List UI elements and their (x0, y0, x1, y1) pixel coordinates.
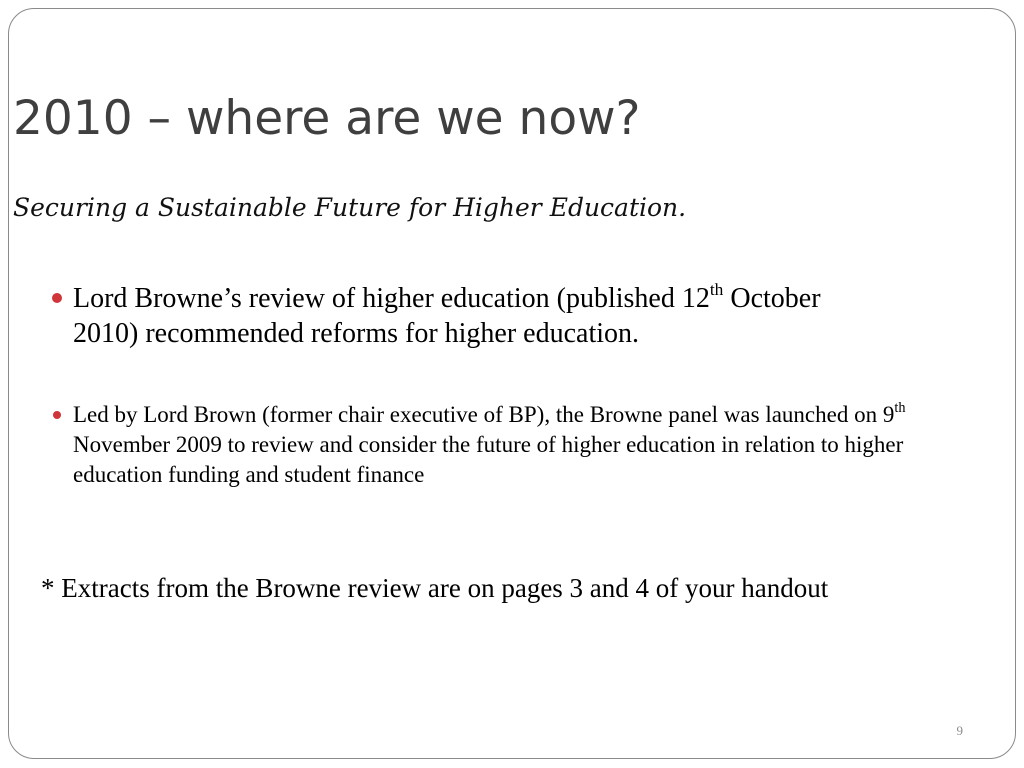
bullet-text-part: November 2009 to review and consider the future of higher education in relation to higher education funding and student finance (73, 432, 904, 487)
slide-subtitle: Securing a Sustainable Future for Higher Education. (13, 193, 687, 222)
slide-title: 2010 – where are we now? (13, 91, 641, 146)
ordinal-suffix: th (894, 400, 906, 417)
bullet-dot-icon (53, 411, 61, 419)
bullet-item-browne-panel (73, 400, 923, 490)
ordinal-suffix: th (709, 279, 724, 299)
bullet-text-part: October 2010) recommended reforms for higher education. (73, 283, 821, 349)
page-number: 9 (956, 723, 963, 738)
bullet-text-part: Lord Browne’s review of higher education (published 12 (73, 283, 710, 314)
handout-note: * Extracts from the Browne review are on pages 3 and 4 of your handout (41, 573, 829, 603)
bullet-text-part: Led by Lord Brown (former chair executive of BP), the Browne panel was launched on 9 (73, 402, 895, 427)
bullet-dot-icon (52, 293, 62, 303)
bullet-item-browne-review (73, 281, 873, 351)
slide-frame (8, 8, 1016, 759)
